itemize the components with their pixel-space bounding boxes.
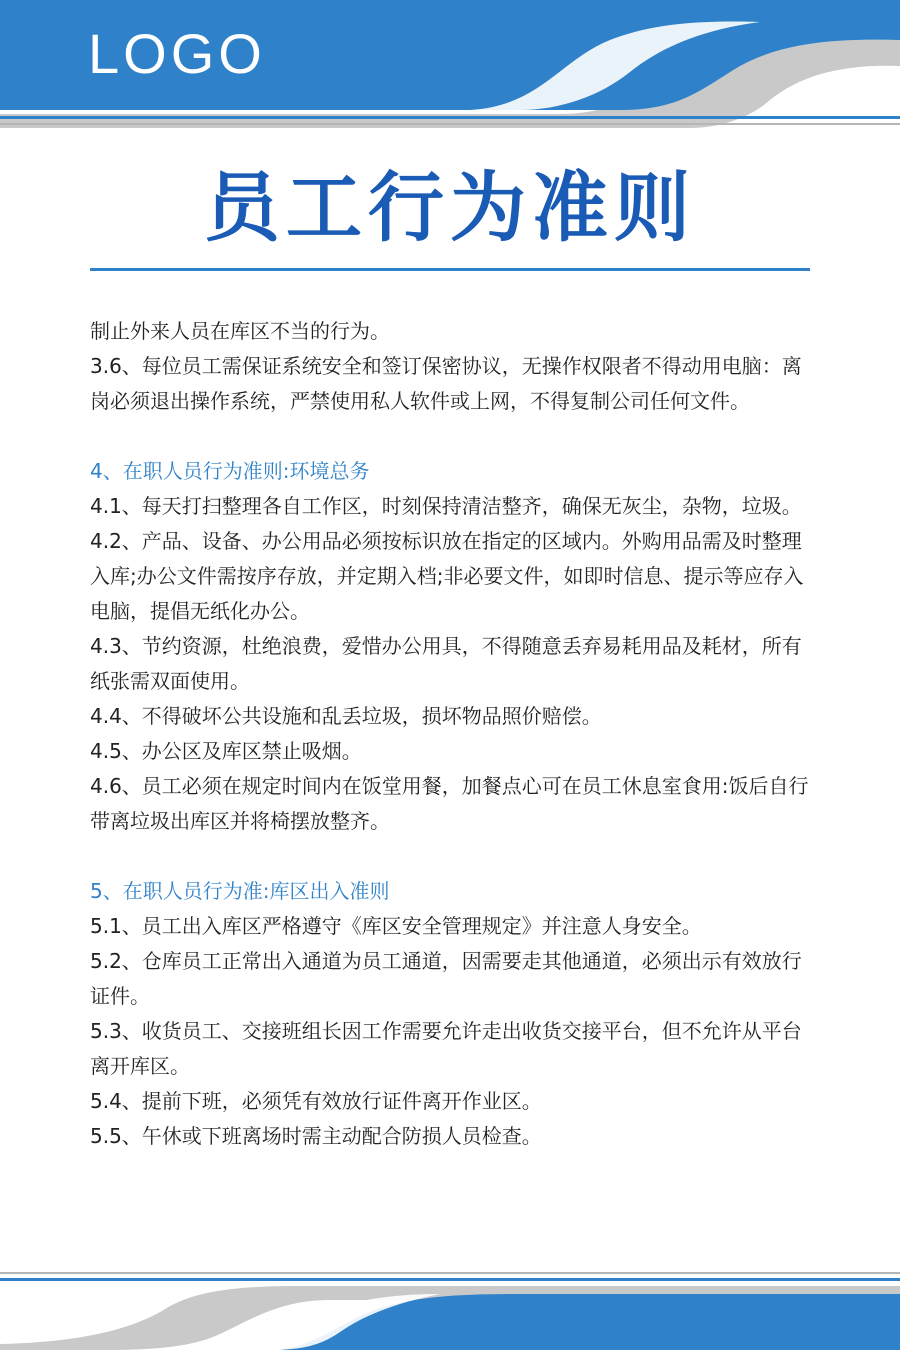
footer-rule-blue [0,1278,900,1281]
list-item: 5.5、午休或下班离场时需主动配合防损人员检查。 [90,1124,542,1148]
document-body [90,314,814,1154]
paragraph: 制止外来人员在库区不当的行为。 [90,319,390,343]
title-underline [90,268,810,271]
list-item: 4.2、产品、设备、办公用品必须按标识放在指定的区域内。外购用品需及时整理入库;办公文件需按序存放，并定期入档;非必要文件，如即时信息、提示等应存入电脑，提倡无纸化办公。 [90,529,804,623]
paragraph: 3.6、每位员工需保证系统安全和签订保密协议，无操作权限者不得动用电脑：离岗必须退出操作系统，严禁使用私人软件或上网，不得复制公司任何文件。 [90,354,802,413]
list-item: 5.3、收货员工、交接班组长因工作需要允许走出收货交接平台，但不允许从平台离开库区。 [90,1019,802,1078]
list-item: 5.1、员工出入库区严格遵守《库区安全管理规定》并注意人身安全。 [90,914,702,938]
list-item: 5.2、仓库员工正常出入通道为员工通道，因需要走其他通道，必须出示有效放行证件。 [90,949,802,1008]
spacer [90,839,814,874]
section-heading-5: 5、在职人员行为准:库区出入准则 [90,879,390,903]
spacer [90,419,814,454]
list-item: 4.4、不得破坏公共设施和乱丢垃圾，损坏物品照价赔偿。 [90,704,602,728]
logo: LOGO [88,22,266,85]
list-item: 4.1、每天打扫整理各自工作区，时刻保持清洁整齐，确保无灰尘，杂物，垃圾。 [90,494,802,518]
list-item: 4.5、办公区及库区禁止吸烟。 [90,739,362,763]
list-item: 4.3、节约资源，杜绝浪费，爱惜办公用具，不得随意丢弃易耗用品及耗材，所有纸张需双面使用。 [90,634,802,693]
header-rule-gray [0,123,900,125]
list-item: 4.6、员工必须在规定时间内在饭堂用餐，加餐点心可在员工休息室食用:饭后自行带离垃圾出库区并将椅摆放整齐。 [90,774,809,833]
section-heading-4: 4、在职人员行为准则:环境总务 [90,459,370,483]
list-item: 5.4、提前下班，必须凭有效放行证件离开作业区。 [90,1089,542,1113]
header-rule-blue [0,116,900,119]
footer-wave-decoration [0,1270,900,1350]
page-title: 员工行为准则 [204,163,696,252]
footer-rule-gray [0,1272,900,1274]
